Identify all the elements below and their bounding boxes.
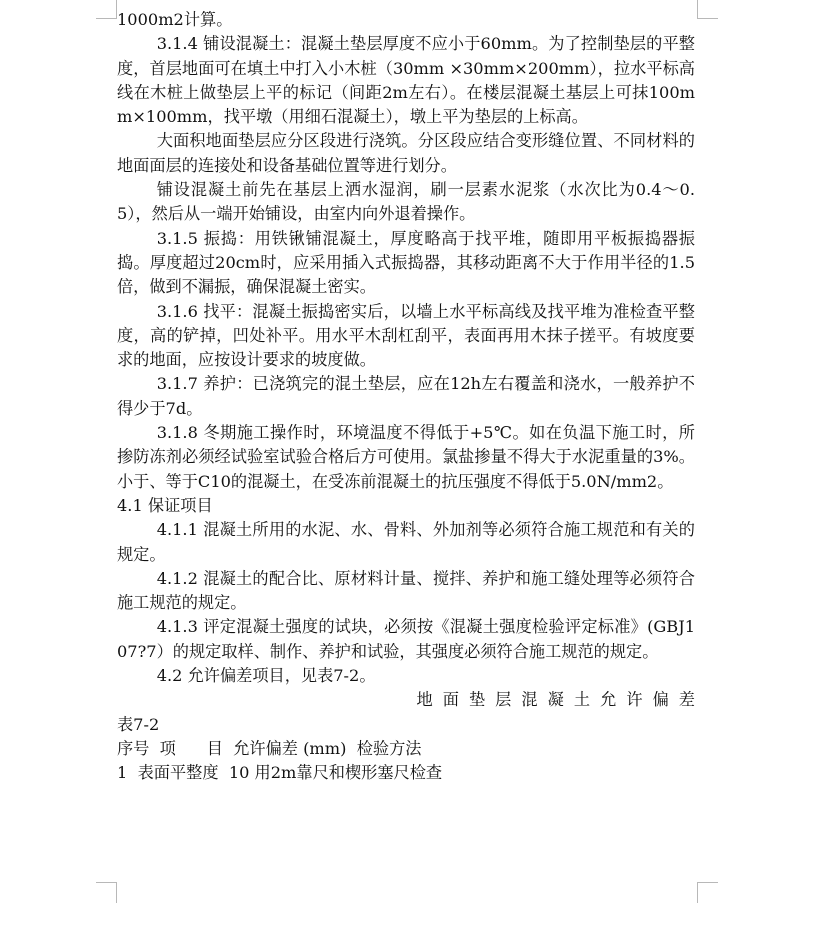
document-body <box>117 8 706 786</box>
crop-mark-top-right <box>697 0 718 19</box>
paragraph-3-1-4: 3.1.4 铺设混凝土：混凝土垫层厚度不应小于60mm。为了控制垫层的平整度，首层地面可在填土中打入小木桩（30mm ×30mm×200mm），拉水平标高线在木桩上做垫层上平的标记（间距2m左右）。在楼层混凝土基层上可抹100mm×100mm，找平墩（用细石混凝土），墩上平为垫层的上标高。 <box>117 34 695 127</box>
paragraph-pre-pour: 铺设混凝土前先在基层上洒水湿润，刷一层素水泥浆（水次比为0.4～0.5），然后从一端开始铺设，由室内向外退着操作。 <box>117 180 695 224</box>
paragraph-4-1-1: 4.1.1 混凝土所用的水泥、水、骨料、外加剂等必须符合施工规范和有关的规定。 <box>117 520 695 564</box>
section-heading-4-1: 4.1 保证项目 <box>117 495 213 515</box>
paragraph-4-1-2: 4.1.2 混凝土的配合比、原材料计量、搅拌、养护和施工缝处理等必须符合施工规范的规定。 <box>117 568 695 613</box>
table-header-row: 序号 项 目 允许偏差 (mm) 检验方法 <box>117 738 422 758</box>
crop-mark-top-left <box>96 0 117 19</box>
paragraph-3-1-8: 3.1.8 冬期施工操作时，环境温度不得低于+5℃。如在负温下施工时，所掺防冻剂必须经试验室试验合格后方可使用。氯盐掺量不得大于水泥重量的3%。小于、等于C10的混凝土，在受冻前混凝土的抗压强度不得低于5.0N/mm2。 <box>117 423 695 491</box>
crop-mark-bottom-right <box>697 882 718 903</box>
paragraph: 1000m2计算。 <box>117 10 233 29</box>
paragraph-3-1-6: 3.1.6 找平：混凝土振捣密实后，以墙上水平标高线及找平堆为准检查平整度，高的铲掉，凹处补平。用水平木刮杠刮平，表面再用木抹子搓平。有坡度要求的地面，应按设计要求的坡度做。 <box>117 301 695 370</box>
paragraph-3-1-7: 3.1.7 养护：已浇筑完的混土垫层，应在12h左右覆盖和浇水，一般养护不得少于7d。 <box>117 374 695 418</box>
table-number: 表7-2 <box>117 714 160 734</box>
table-caption: 地面垫层混凝土允许偏差 <box>416 690 706 710</box>
paragraph-4-2: 4.2 允许偏差项目，见表7-2。 <box>156 666 376 686</box>
paragraph-3-1-5: 3.1.5 振捣：用铁锹铺混凝土，厚度略高于找平堆，随即用平板振捣器振捣。厚度超过20cm时，应采用插入式振捣器，其移动距离不大于作用半径的1.5倍，做到不漏振，确保混凝土密实。 <box>117 228 695 297</box>
crop-mark-bottom-left <box>96 882 117 903</box>
paragraph-large-area: 大面积地面垫层应分区段进行浇筑。分区段应结合变形缝位置、不同材料的地面面层的连接处和设备基础位置等进行划分。 <box>117 131 695 175</box>
table-row: 1 表面平整度 10 用2m靠尺和楔形塞尺检查 <box>117 763 443 783</box>
paragraph-4-1-3: 4.1.3 评定混凝土强度的试块，必须按《混凝土强度检验评定标准》(GBJ107?7）的规定取样、制作、养护和试验，其强度必须符合施工规范的规定。 <box>117 617 695 661</box>
